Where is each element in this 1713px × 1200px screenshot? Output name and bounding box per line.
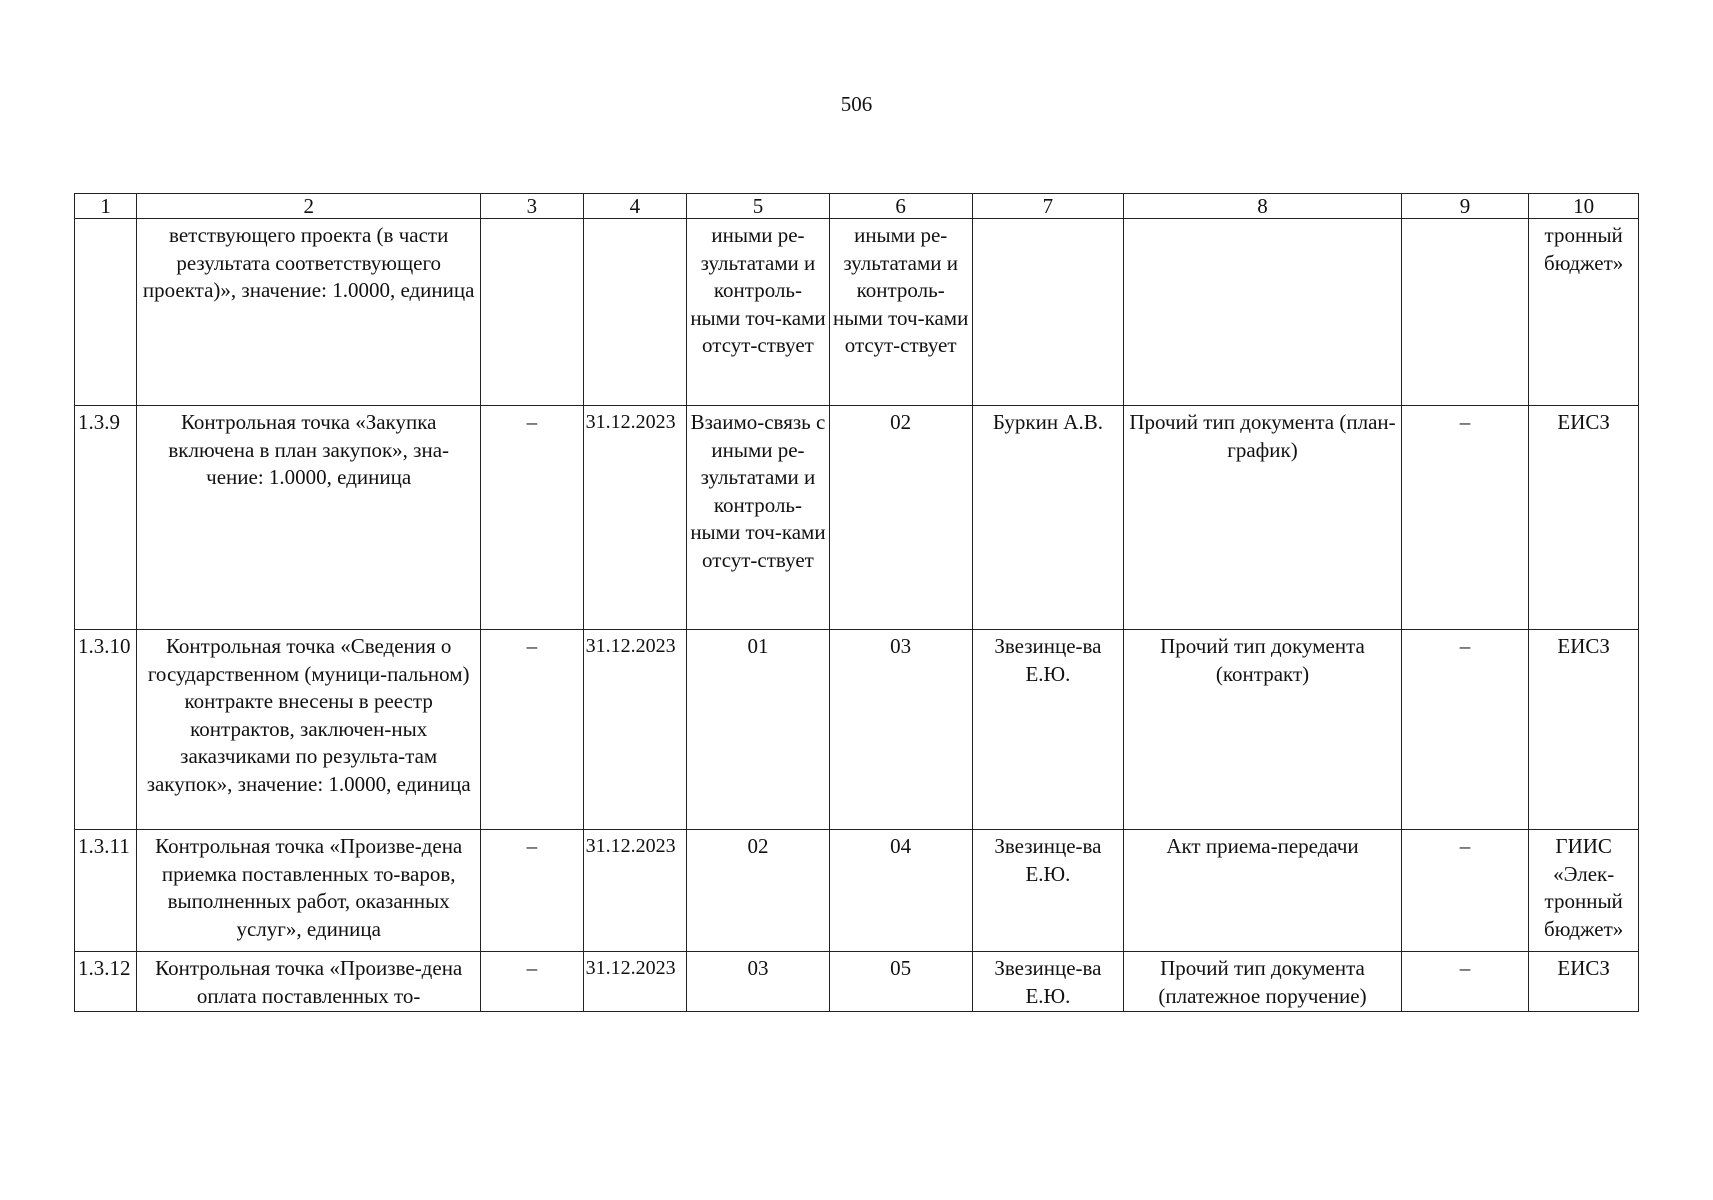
- predecessor-cell: –: [481, 830, 584, 952]
- successor-cell: 03: [829, 630, 972, 830]
- document-type-cell: Прочий тип документа (план-график): [1124, 406, 1401, 630]
- responsible-cell: Буркин А.В.: [972, 406, 1124, 630]
- predecessor-cell: –: [481, 952, 584, 1012]
- header-cell: 6: [829, 194, 972, 219]
- information-system-cell: ГИИС «Элек-тронный бюджет»: [1529, 830, 1639, 952]
- control-points-table: [74, 193, 1639, 1012]
- document-type-cell: [1124, 219, 1401, 406]
- document-type-cell: Акт приема-передачи: [1124, 830, 1401, 952]
- deadline-cell: 31.12.2023: [583, 830, 687, 952]
- header-cell: 10: [1529, 194, 1639, 219]
- page-number: 506: [840, 92, 873, 116]
- table-row: [75, 952, 1639, 1012]
- header-cell: 9: [1401, 194, 1529, 219]
- header-cell: 1: [75, 194, 137, 219]
- relation-cell: иными ре-зультатами и контроль-ными точ-ками отсут-ствует: [687, 219, 830, 406]
- header-cell: 5: [687, 194, 830, 219]
- control-point-description: Контрольная точка «Произве-дена оплата поставленных то-: [137, 952, 481, 1012]
- relation-cell: 01: [687, 630, 830, 830]
- column-9-cell: –: [1401, 406, 1529, 630]
- header-cell: 8: [1124, 194, 1401, 219]
- deadline-cell: [583, 219, 687, 406]
- control-point-description: Контрольная точка «Закупка включена в план закупок», зна-чение: 1.0000, единица: [137, 406, 481, 630]
- deadline-cell: 31.12.2023: [583, 952, 687, 1012]
- control-point-description: Контрольная точка «Сведения о государственном (муници-пальном) контракте внесены в реестр контрактов, заключен-ных заказчиками по результа-там закупок», значение: 1.0000, единица: [137, 630, 481, 830]
- successor-cell: 04: [829, 830, 972, 952]
- row-number: 1.3.9: [75, 406, 137, 630]
- successor-cell: иными ре-зультатами и контроль-ными точ-ками отсут-ствует: [829, 219, 972, 406]
- information-system-cell: ЕИСЗ: [1529, 406, 1639, 630]
- deadline-cell: 31.12.2023: [583, 630, 687, 830]
- information-system-cell: ЕИСЗ: [1529, 952, 1639, 1012]
- responsible-cell: Звезинце-ва Е.Ю.: [972, 830, 1124, 952]
- header-cell: 7: [972, 194, 1124, 219]
- successor-cell: 02: [829, 406, 972, 630]
- relation-cell: Взаимо-связь с иными ре-зультатами и контроль-ными точ-ками отсут-ствует: [687, 406, 830, 630]
- responsible-cell: Звезинце-ва Е.Ю.: [972, 952, 1124, 1012]
- information-system-cell: тронный бюджет»: [1529, 219, 1639, 406]
- document-type-cell: Прочий тип документа (платежное поручение): [1124, 952, 1401, 1012]
- relation-cell: 02: [687, 830, 830, 952]
- table-row: [75, 630, 1639, 830]
- column-9-cell: [1401, 219, 1529, 406]
- relation-cell: 03: [687, 952, 830, 1012]
- row-number: 1.3.11: [75, 830, 137, 952]
- header-row: [75, 194, 1639, 219]
- predecessor-cell: –: [481, 630, 584, 830]
- row-number: 1.3.12: [75, 952, 137, 1012]
- row-number: [75, 219, 137, 406]
- document-type-cell: Прочий тип документа (контракт): [1124, 630, 1401, 830]
- header-cell: 3: [481, 194, 584, 219]
- control-point-description: Контрольная точка «Произве-дена приемка поставленных то-варов, выполненных работ, оказанных услуг», единица: [137, 830, 481, 952]
- column-9-cell: –: [1401, 952, 1529, 1012]
- predecessor-cell: [481, 219, 584, 406]
- responsible-cell: Звезинце-ва Е.Ю.: [972, 630, 1124, 830]
- table-row: [75, 406, 1639, 630]
- information-system-cell: ЕИСЗ: [1529, 630, 1639, 830]
- table-row: [75, 830, 1639, 952]
- column-9-cell: –: [1401, 830, 1529, 952]
- header-cell: 2: [137, 194, 481, 219]
- column-9-cell: –: [1401, 630, 1529, 830]
- predecessor-cell: –: [481, 406, 584, 630]
- control-point-description: ветствующего проекта (в части результата соответствующего проекта)», значение: 1.0000, единица: [137, 219, 481, 406]
- successor-cell: 05: [829, 952, 972, 1012]
- responsible-cell: [972, 219, 1124, 406]
- deadline-cell: 31.12.2023: [583, 406, 687, 630]
- header-cell: 4: [583, 194, 687, 219]
- row-number: 1.3.10: [75, 630, 137, 830]
- table-row: [75, 219, 1639, 406]
